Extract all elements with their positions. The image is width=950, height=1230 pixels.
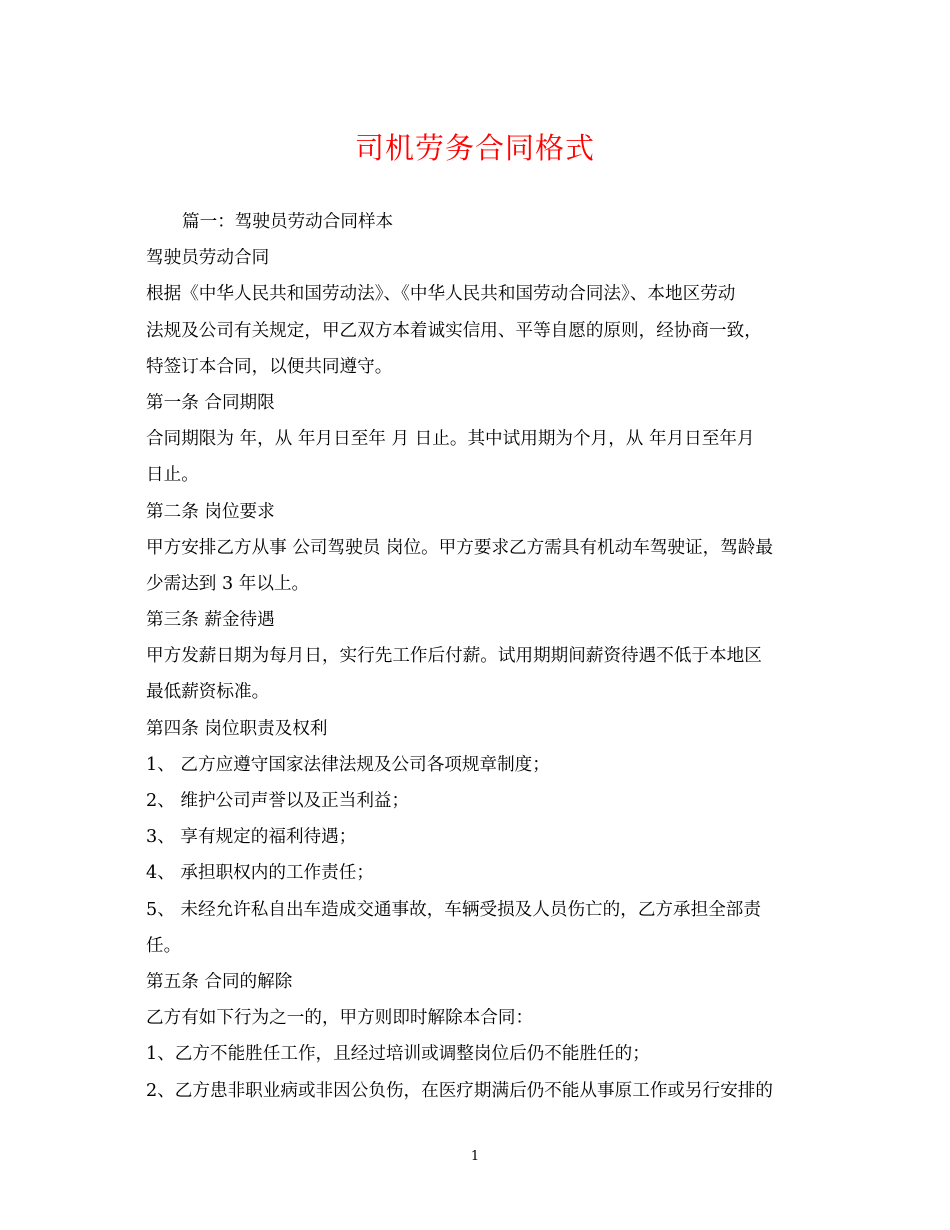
list-item: 3、 享有规定的福利待遇； [146,827,357,848]
document-title: 司机劳务合同格式 [354,131,595,165]
list-item: 5、 未经允许私自出车造成交通事故，车辆受损及人员伤亡的，乙方承担全部责 [146,899,761,920]
list-item: 4、 承担职权内的工作责任； [146,863,374,884]
list-item-continuation: 任。 [146,935,182,956]
paragraph-line: 乙方有如下行为之一的，甲方则即时解除本合同： [146,1008,534,1029]
paragraph-line: 日止。 [146,465,199,486]
paragraph-line: 合同期限为 年，从 年月日至年 月 日止。其中试用期为个月，从 年月日至年月 [146,429,755,450]
list-item: 1、 乙方应遵守国家法律法规及公司各项规章制度； [146,754,550,775]
article-heading: 第一条 合同期限 [146,392,275,413]
document-body [146,204,808,1109]
paragraph-line: 最低薪资标准。 [146,682,270,703]
paragraph-line: 特签订本合同，以便共同遵守。 [146,356,393,377]
article-heading: 第四条 岗位职责及权利 [146,718,328,739]
paragraph-line: 少需达到 3 年以上。 [146,573,310,594]
list-item: 2、 维护公司声誉以及正当利益； [146,791,410,811]
article-heading: 第二条 岗位要求 [146,501,275,522]
list-item: 1、乙方不能胜任工作，且经过培训或调整岗位后仍不能胜任的； [146,1044,650,1065]
article-heading: 第五条 合同的解除 [146,971,293,992]
section-heading: 篇一：驾驶员劳动合同样本 [182,212,394,232]
article-heading: 第三条 薪金待遇 [146,610,275,631]
paragraph-line: 法规及公司有关规定，甲乙双方本着诚实信用、平等自愿的原则，经协商一致， [146,320,762,341]
list-item: 2、乙方患非职业病或非因公负伤，在医疗期满后仍不能从事原工作或另行安排的 [146,1080,773,1101]
paragraph-line: 根据《中华人民共和国劳动法》、《中华人民共和国劳动合同法》、本地区劳动 [146,284,736,305]
paragraph-line: 甲方安排乙方从事 公司驾驶员 岗位。甲方要求乙方需具有机动车驾驶证，驾龄最 [146,537,773,558]
page-number: 1 [470,1149,480,1164]
paragraph-line: 甲方发薪日期为每月日，实行先工作后付薪。试用期期间薪资待遇不低于本地区 [146,646,762,667]
contract-heading: 驾驶员劳动合同 [146,248,270,269]
